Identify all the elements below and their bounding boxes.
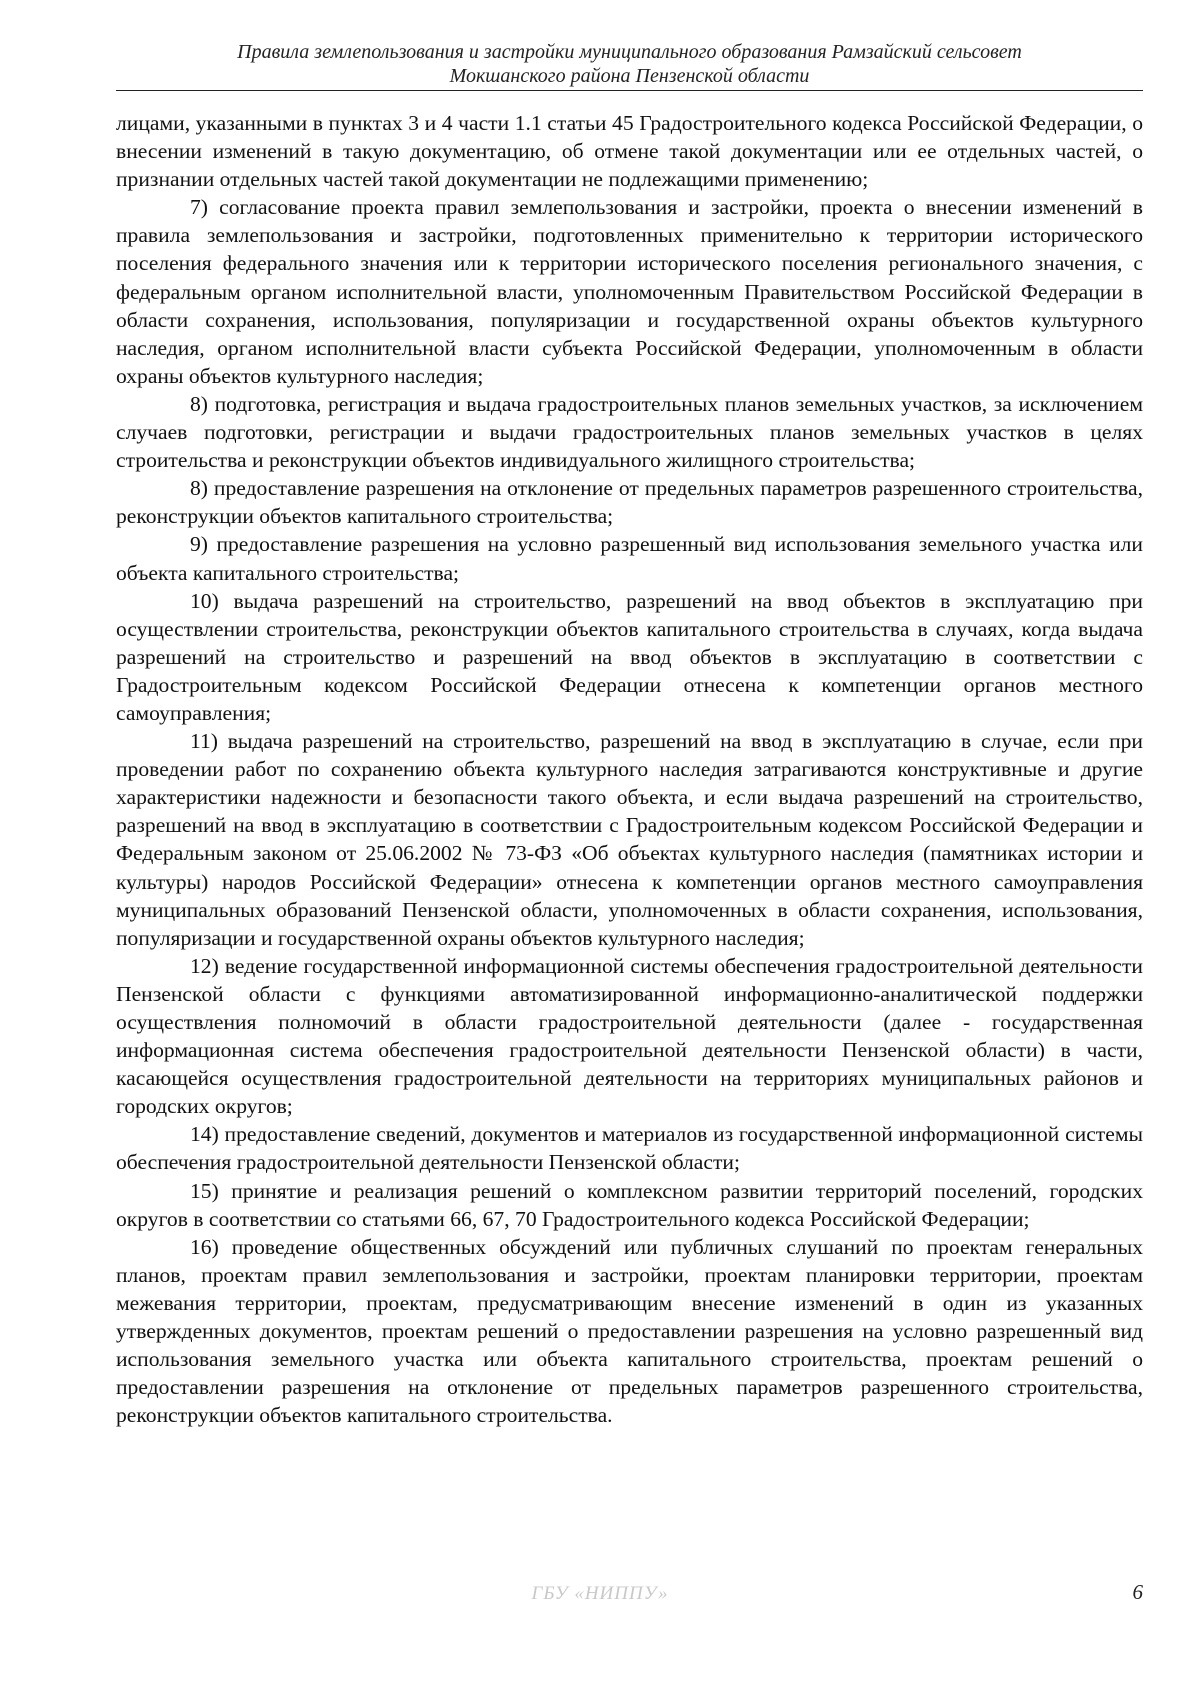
paragraph-item-16: 16) проведение общественных обсуждений или публичных слушаний по проектам генеральных планов, проектам правил землепользования и застройки, проектам планировки территории, проектам межевания территории, проектам, предусматривающим внесение изменений в один из указанных утвержденных документов, проектам решений о предоставлении разрешения на условно разрешенный вид использования земельного участка или объекта капитального строительства, проектам решений о предоставлении разрешения на отклонение от предельных параметров разрешенного строительства, реконструкции объектов капитального строительства.: [116, 1234, 1143, 1428]
paragraph-continuation: лицами, указанными в пунктах 3 и 4 части 1.1 статьи 45 Градостроительного кодекса Российской Федерации, о внесении изменений в такую документацию, об отмене такой документации или ее отдельных частей, о признании отдельных частей такой документации не подлежащими применению;: [116, 111, 1143, 192]
paragraph-item-10: 10) выдача разрешений на строительство, разрешений на ввод объектов в эксплуатацию при осуществлении строительства, реконструкции объектов капитального строительства в случаях, когда выдача разрешений на строительство и разрешений на ввод объектов в эксплуатацию в соответствии с Градостроительным кодексом Российской Федерации отнесена к компетенции органов местного самоуправления;: [116, 588, 1143, 725]
paragraph-item-9: 9) предоставление разрешения на условно разрешенный вид использования земельного участка или объекта капитального строительства;: [116, 532, 1143, 585]
paragraph-item-14: 14) предоставление сведений, документов и материалов из государственной информационной системы обеспечения градостроительной деятельности Пензенской области;: [116, 1122, 1143, 1175]
header-divider: [116, 90, 1143, 91]
paragraph-item-11: 11) выдача разрешений на строительство, разрешений на ввод в эксплуатацию в случае, если при проведении работ по сохранению объекта культурного наследия затрагиваются конструктивные и другие характеристики надежности и безопасности такого объекта, и если выдача разрешений на строительство, разрешений на ввод в эксплуатацию в соответствии с Градостроительным кодексом Российской Федерации и Федеральным законом от 25.06.2002 № 73-ФЗ «Об объектах культурного наследия (памятниках истории и культуры) народов Российской Федерации» отнесена к компетенции органов местного самоуправления муниципальных образований Пензенской области, уполномоченных в области сохранения, использования, популяризации и государственной охраны объектов культурного наследия;: [116, 729, 1143, 950]
paragraph-item-8a: 8) подготовка, регистрация и выдача градостроительных планов земельных участков, за исключением случаев подготовки, регистрации и выдачи градостроительных планов земельных участков в целях строительства и реконструкции объектов индивидуального жилищного строительства;: [116, 391, 1143, 473]
header-line-2: Мокшанского района Пензенской области: [449, 65, 810, 87]
footer-organization-stamp: ГБУ «НИППУ»: [531, 1583, 669, 1604]
running-header: [116, 40, 1143, 88]
page-number: 6: [1132, 1580, 1143, 1604]
paragraph-item-12: 12) ведение государственной информационной системы обеспечения градостроительной деятельности Пензенской области с функциями автоматизированной информационно-аналитической поддержки осуществления полномочий в области градостроительной деятельности (далее - государственная информационная система обеспечения градостроительной деятельности Пензенской области) в части, касающейся осуществления градостроительной деятельности на территориях муниципальных районов и городских округов;: [116, 953, 1143, 1119]
paragraph-item-15: 15) принятие и реализация решений о комплексном развитии территорий поселений, городских округов в соответствии со статьями 66, 67, 70 Градостроительного кодекса Российской Федерации;: [116, 1178, 1143, 1231]
document-body: [116, 109, 1143, 1429]
paragraph-item-8b: 8) предоставление разрешения на отклонение от предельных параметров разрешенного строительства, реконструкции объектов капитального строительства;: [116, 476, 1143, 529]
header-line-1: Правила землепользования и застройки муниципального образования Рамзайский сельсовет: [237, 41, 1022, 63]
paragraph-item-7: 7) согласование проекта правил землепользования и застройки, проекта о внесении изменений в правила землепользования и застройки, подготовленных применительно к территории исторического поселения федерального значения или к территории исторического поселения регионального значения, с федеральным органом исполнительной власти, уполномоченным Правительством Российской Федерации в области сохранения, использования, популяризации и государственной охраны объектов культурного наследия, органом исполнительной власти субъекта Российской Федерации, уполномоченным в области охраны объектов культурного наследия;: [116, 195, 1143, 388]
